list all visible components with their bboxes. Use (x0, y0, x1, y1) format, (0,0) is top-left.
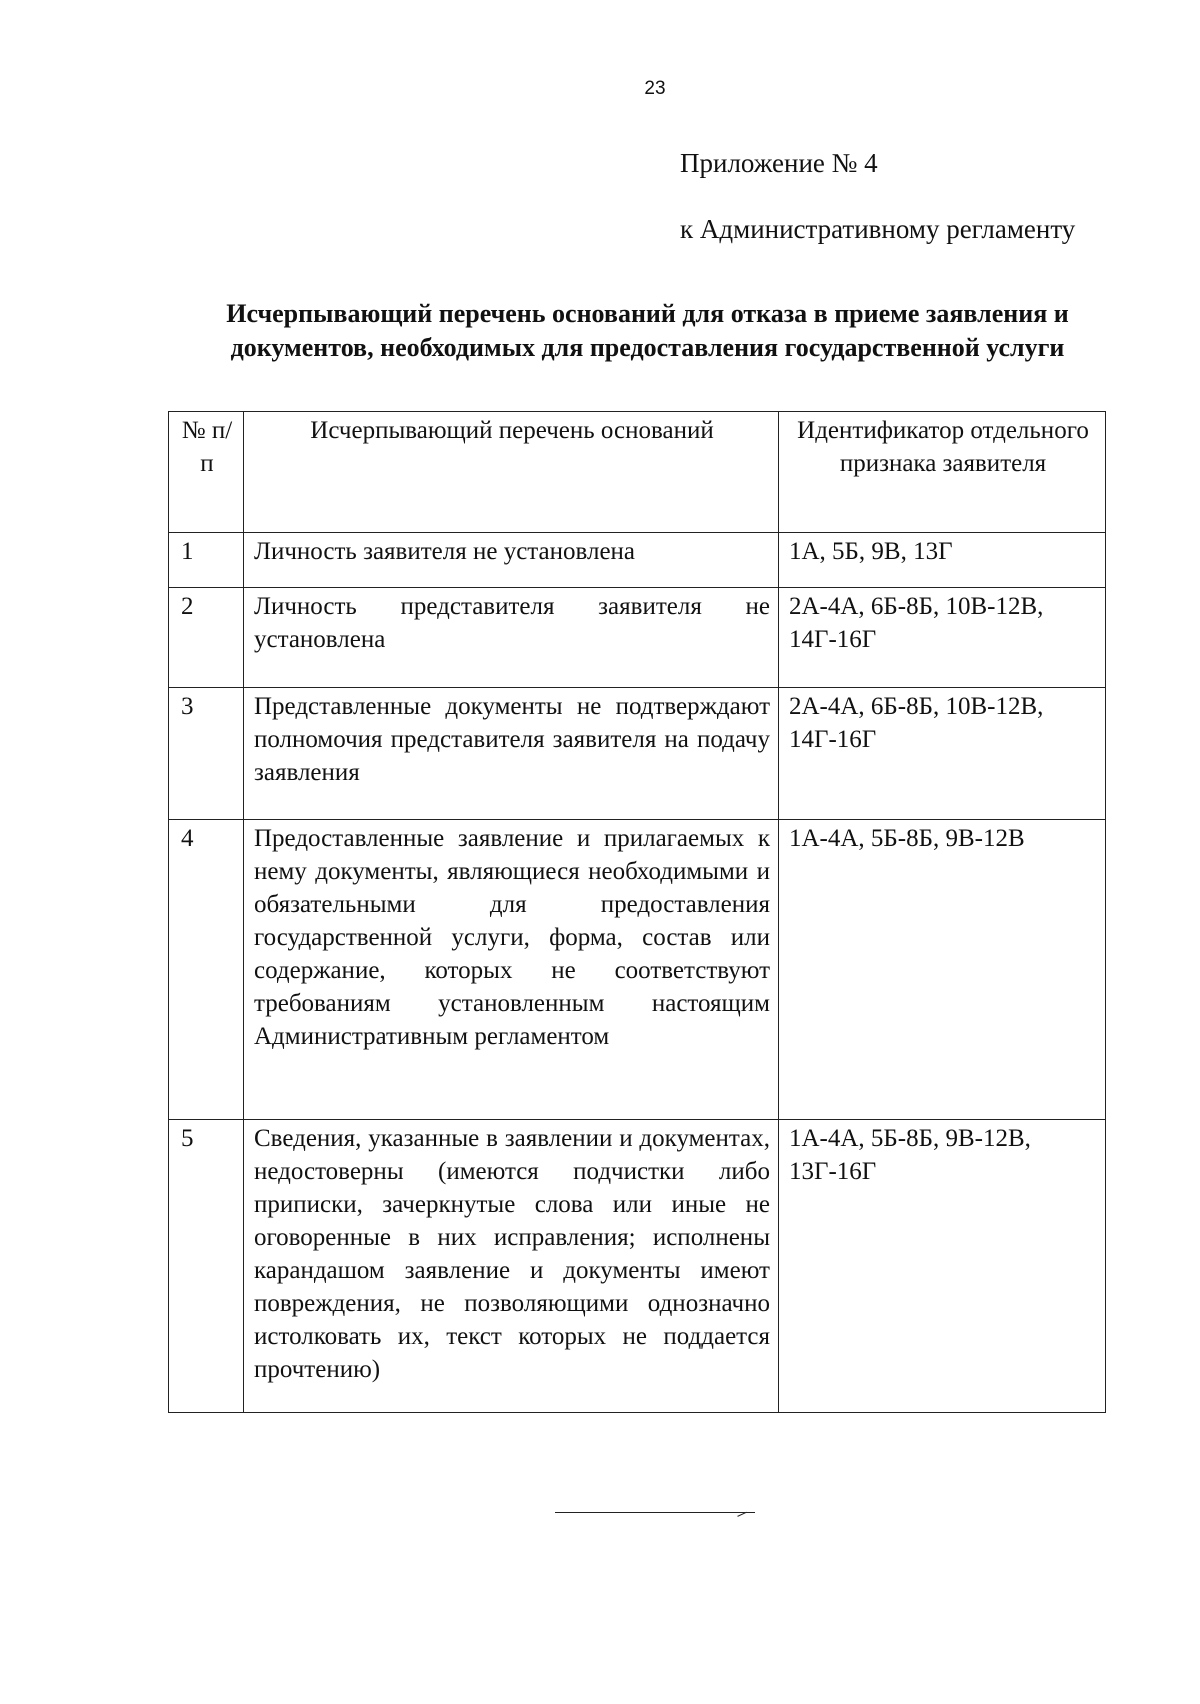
heading-line-1: Исчерпывающий перечень оснований для отказа в приеме заявления и (226, 299, 1069, 328)
end-of-document-mark (735, 1507, 747, 1517)
table-row (169, 588, 1106, 688)
grounds-table (168, 411, 1106, 1413)
row-identifier: 2А-4А, 6Б-8Б, 10В-12В, 14Г-16Г (779, 688, 1106, 820)
row-reason: Личность представителя заявителя не установлена (244, 588, 779, 688)
row-number: 4 (169, 820, 244, 1120)
document-heading (150, 297, 1145, 365)
header-num: № п/п (169, 412, 244, 533)
heading-line-2: документов, необходимых для предоставления государственной услуги (230, 333, 1065, 362)
page-number: 23 (644, 78, 666, 99)
appendix-subtitle: к Административному регламенту (680, 214, 1076, 244)
row-reason: Личность заявителя не установлена (244, 533, 779, 588)
row-reason: Сведения, указанные в заявлении и документах, недостоверны (имеются подчистки либо приписки, зачеркнутые слова или иные не оговоренные в них исправления; исполнены карандашом заявление и документы имеют повреждения, не позволяющими однозначно истолковать их, текст которых не поддается прочтению) (244, 1120, 779, 1413)
table-header-row (169, 412, 1106, 533)
row-number: 1 (169, 533, 244, 588)
row-reason: Представленные документы не подтверждают полномочия представителя заявителя на подачу заявления (244, 688, 779, 820)
row-identifier: 1А, 5Б, 9В, 13Г (779, 533, 1106, 588)
row-identifier: 1А-4А, 5Б-8Б, 9В-12В (779, 820, 1106, 1120)
header-identifier: Идентификатор отдельного признака заявителя (779, 412, 1106, 533)
appendix-title: Приложение № 4 (680, 148, 878, 178)
table-row (169, 688, 1106, 820)
end-of-document-line (555, 1512, 755, 1513)
row-number: 2 (169, 588, 244, 688)
row-identifier: 2А-4А, 6Б-8Б, 10В-12В, 14Г-16Г (779, 588, 1106, 688)
row-identifier: 1А-4А, 5Б-8Б, 9В-12В, 13Г-16Г (779, 1120, 1106, 1413)
table-row (169, 820, 1106, 1120)
table-row (169, 1120, 1106, 1413)
header-reason: Исчерпывающий перечень оснований (244, 412, 779, 533)
table-row (169, 533, 1106, 588)
row-number: 3 (169, 688, 244, 820)
row-number: 5 (169, 1120, 244, 1413)
row-reason: Предоставленные заявление и прилагаемых к нему документы, являющиеся необходимыми и обязательными для предоставления государственной услуги, форма, состав или содержание, которых не соответствуют требованиям установленным настоящим Административным регламентом (244, 820, 779, 1120)
